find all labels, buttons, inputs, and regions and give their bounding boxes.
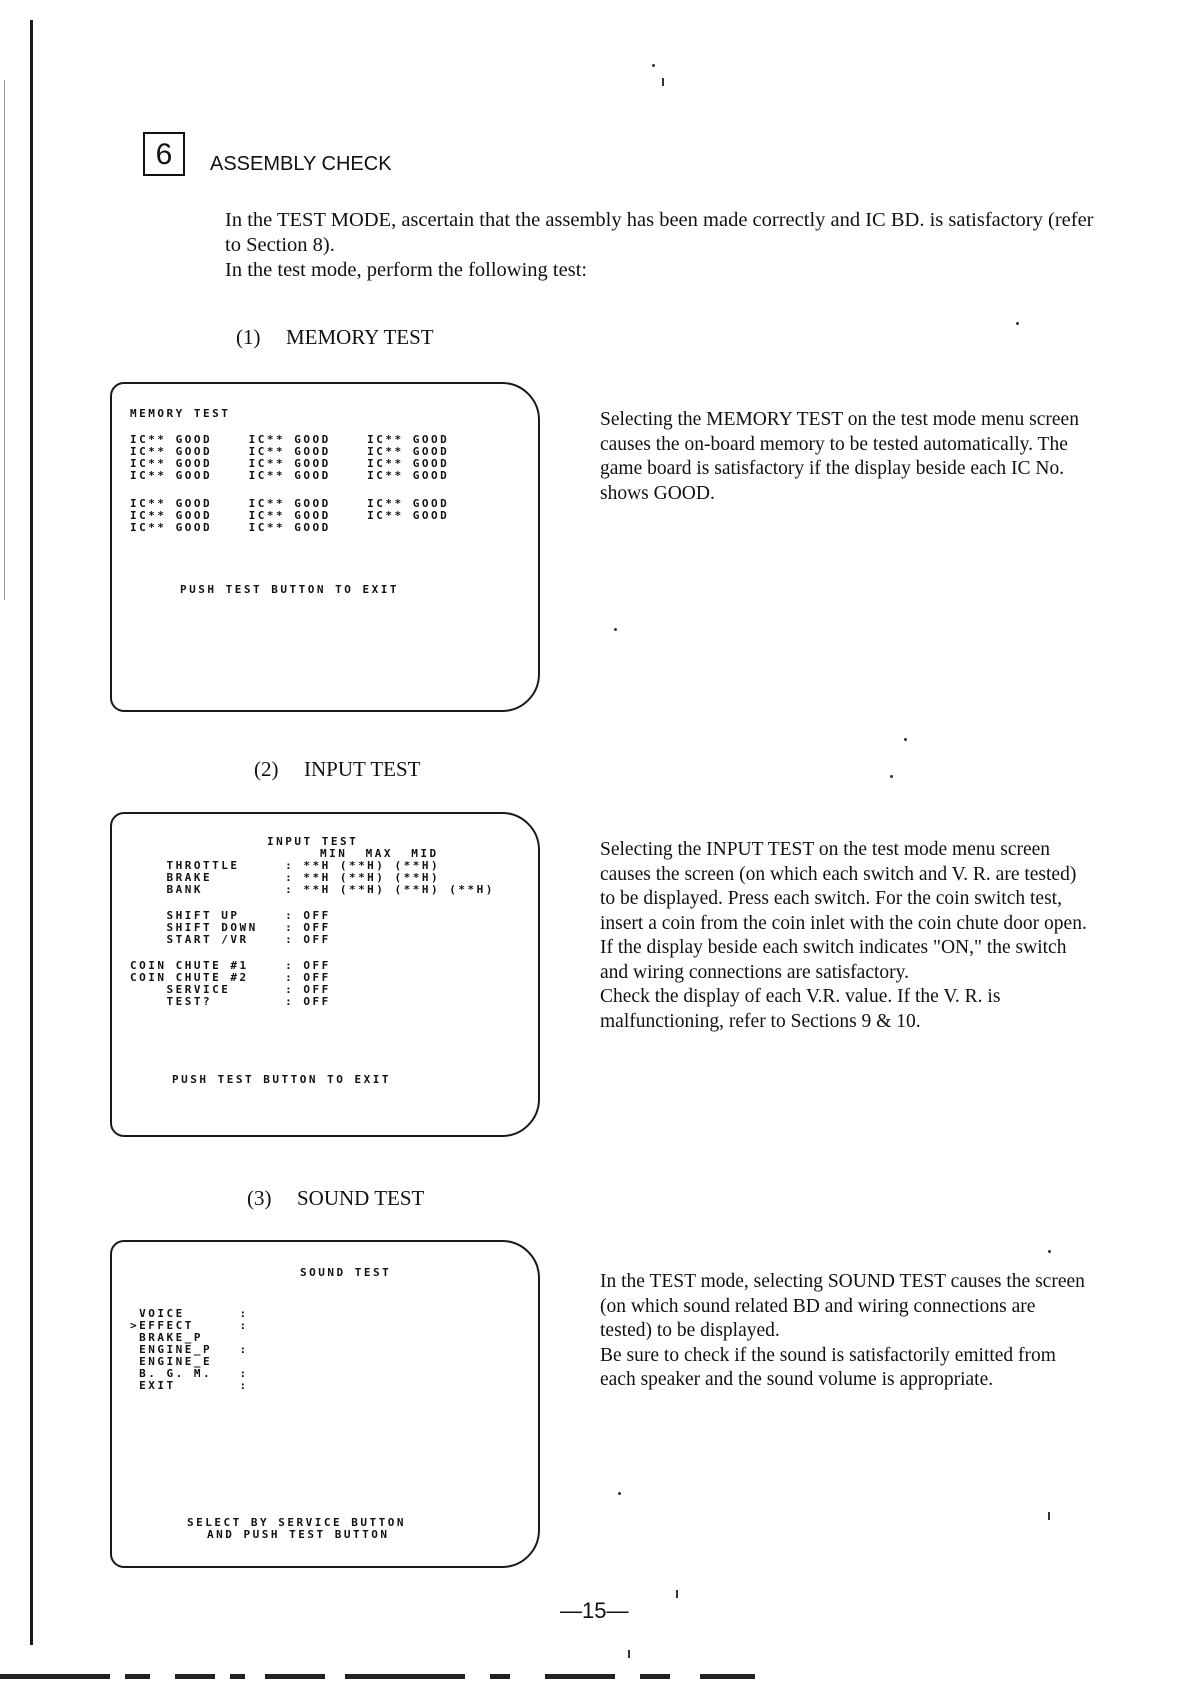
section-title: ASSEMBLY CHECK — [210, 153, 392, 175]
memory-test-heading — [236, 325, 434, 350]
input-test-description — [600, 838, 1090, 1034]
scan-speck — [890, 775, 893, 778]
sound-test-heading — [247, 1186, 424, 1211]
memory-screen-footer: PUSH TEST BUTTON TO EXIT — [180, 583, 399, 596]
sound-test-number: (3) — [247, 1186, 272, 1210]
sound-screen-footer: SELECT BY SERVICE BUTTON — [187, 1516, 406, 1529]
input-test-paragraph: Selecting the INPUT TEST on the test mode menu screen causes the screen (on which each switch and V. R. are tested) to be displayed. Press each switch. For the coin switch test, insert a coin from the coin inlet with the coin chute door open. If the display beside each switch indicates "ON," the switch and wiring connections are satisfactory. — [600, 839, 1087, 983]
input-screen-row: COIN CHUTE #1 : OFF — [130, 959, 331, 972]
memory-screen-row: IC** GOOD IC** GOOD IC** GOOD — [130, 433, 450, 446]
scan-speck — [614, 628, 617, 631]
memory-screen-title: MEMORY TEST — [130, 407, 231, 420]
sound-screen-row: >EFFECT : — [130, 1319, 249, 1332]
input-test-heading — [254, 757, 420, 782]
input-screen-row: SHIFT DOWN : OFF — [130, 921, 331, 934]
scan-speck — [652, 64, 655, 67]
memory-screen-row: IC** GOOD IC** GOOD IC** GOOD — [130, 457, 450, 470]
sound-screen-row: EXIT : — [130, 1379, 249, 1392]
memory-screen-row: IC** GOOD IC** GOOD IC** GOOD — [130, 445, 450, 458]
sound-screen-row: ENGINE_E — [130, 1355, 213, 1368]
section-intro — [225, 208, 1095, 283]
sound-test-title: SOUND TEST — [297, 1186, 425, 1210]
sound-test-paragraph: Be sure to check if the sound is satisfactorily emitted from each speaker and the sound volume is appropriate. — [600, 1344, 1056, 1390]
memory-test-screen — [110, 382, 540, 712]
input-screen-row: COIN CHUTE #2 : OFF — [130, 971, 331, 984]
input-screen-row: START /VR : OFF — [130, 933, 331, 946]
sound-screen-row: BRAKE_P — [130, 1331, 203, 1344]
memory-screen-row: IC** GOOD IC** GOOD — [130, 521, 331, 534]
scan-speck — [662, 78, 664, 86]
input-test-paragraph: Check the display of each V.R. value. If the V. R. is malfunctioning, refer to Sections 9 & 10. — [600, 986, 1001, 1032]
scan-bottom-strip — [0, 1672, 1190, 1684]
scan-speck — [676, 1590, 678, 1598]
binder-edge-line — [30, 20, 33, 1645]
sound-screen-row: B. G. M. : — [130, 1367, 249, 1380]
intro-paragraph: In the TEST MODE, ascertain that the assembly has been made correctly and IC BD. is satisfactory (refer to Section 8). — [225, 209, 1094, 256]
page-number: —15— — [560, 1598, 629, 1623]
input-screen-row: TEST? : OFF — [130, 995, 331, 1008]
sound-screen-row: VOICE : — [130, 1307, 249, 1320]
memory-test-description: Selecting the MEMORY TEST on the test mode menu screen causes the on-board memory to be tested automatically. The game board is satisfactory if the display beside each IC No. shows GOOD. — [600, 409, 1079, 504]
binder-edge-faint-line — [4, 80, 5, 600]
memory-test-number: (1) — [236, 325, 261, 349]
input-screen-row: BRAKE : **H (**H) (**H) — [130, 871, 441, 884]
input-screen-title: INPUT TEST — [267, 835, 359, 848]
input-test-screen — [110, 812, 540, 1137]
sound-screen-footer: AND PUSH TEST BUTTON — [207, 1528, 390, 1541]
scan-speck — [628, 1650, 630, 1658]
input-screen-row: SERVICE : OFF — [130, 983, 331, 996]
memory-screen-row: IC** GOOD IC** GOOD IC** GOOD — [130, 497, 450, 510]
input-screen-row: THROTTLE : **H (**H) (**H) — [130, 859, 441, 872]
input-test-title: INPUT TEST — [304, 757, 421, 781]
sound-test-description — [600, 1270, 1090, 1393]
memory-screen-row: IC** GOOD IC** GOOD IC** GOOD — [130, 509, 450, 522]
intro-paragraph: In the test mode, perform the following test: — [225, 259, 588, 281]
input-screen-footer: PUSH TEST BUTTON TO EXIT — [172, 1073, 391, 1086]
scan-speck — [618, 1492, 621, 1495]
sound-screen-title: SOUND TEST — [300, 1266, 392, 1279]
section-number-box: 6 — [143, 132, 185, 176]
scan-speck — [1048, 1250, 1051, 1253]
sound-test-paragraph: In the TEST mode, selecting SOUND TEST causes the screen (on which sound related BD and wiring connections are tested) to be displayed. — [600, 1271, 1085, 1341]
memory-test-title: MEMORY TEST — [286, 325, 434, 349]
scan-speck — [904, 738, 907, 741]
input-screen-column-header: MIN MAX MID — [320, 847, 439, 860]
memory-screen-row: IC** GOOD IC** GOOD IC** GOOD — [130, 469, 450, 482]
input-test-number: (2) — [254, 757, 279, 781]
scan-speck — [1016, 322, 1019, 325]
sound-test-screen — [110, 1240, 540, 1568]
scan-speck — [1048, 1512, 1050, 1520]
input-screen-row: SHIFT UP : OFF — [130, 909, 331, 922]
input-screen-row: BANK : **H (**H) (**H) (**H) — [130, 883, 495, 896]
sound-screen-row: ENGINE_P : — [130, 1343, 249, 1356]
